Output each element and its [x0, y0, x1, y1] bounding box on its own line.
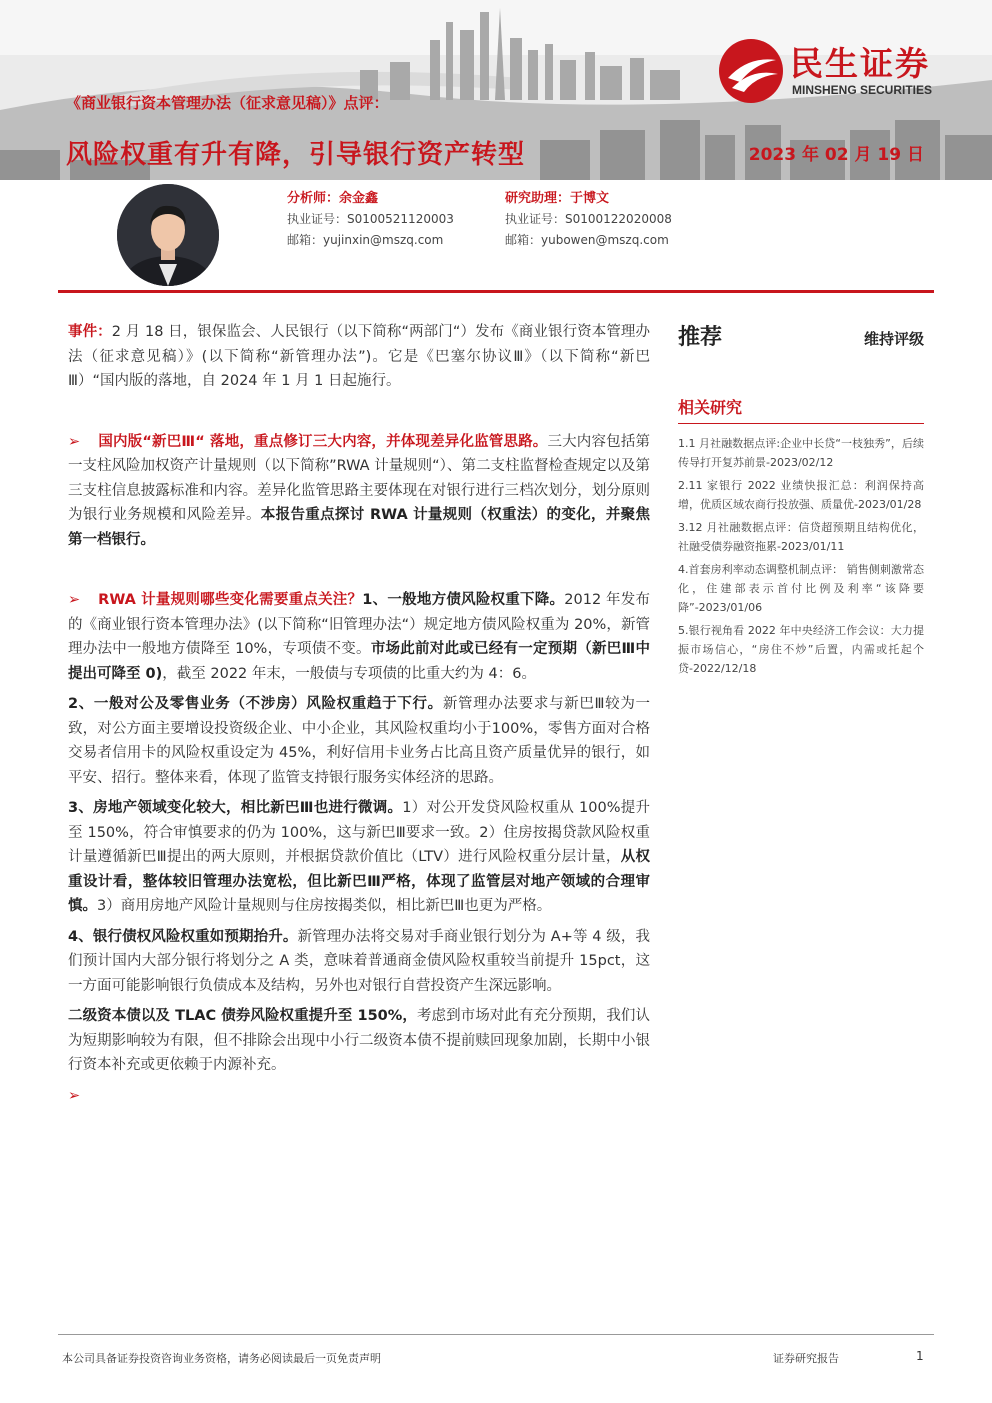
event-label: 事件： [68, 324, 112, 340]
related-research-title: 相关研究 [678, 398, 743, 417]
point-1 [68, 430, 650, 553]
point-2-heading: RWA 计量规则哪些变化需要重点关注？ [98, 592, 363, 608]
point-6 [68, 1004, 650, 1078]
point-2-text: 2012 年发布的《商业银行资本管理办法》(以下简称“旧管理办法“）规定地方债风险权重为 20%，新管理办法中一般地方债降至 10%，专项债不变。 [68, 592, 650, 657]
related-research-list [678, 434, 924, 678]
arrow-icon: ➢ [68, 592, 81, 608]
report-date: 2023 年 02 月 19 日 [748, 145, 924, 165]
related-research-item[interactable]: 3.12 月社融数据点评：信贷超预期且结构优化，社融受债券融资拖累-2023/01/11 [678, 521, 924, 553]
analyst-info [287, 188, 454, 251]
assistant-name: 研究助理：于博文 [505, 191, 610, 206]
point-6-heading: 二级资本债以及 TLAC 债券风险权重提升至 150%， [68, 1008, 417, 1024]
report-title: 风险权重有升有降，引导银行资产转型 [66, 140, 526, 170]
point-4-bold: 从权重设计看，整体较旧管理办法宽松，但比新巴Ⅲ严格，体现了监管层对地产领域的合理审慎。 [68, 849, 650, 914]
assistant-info [505, 188, 672, 251]
event-text: 2 月 18 日，银保监会、人民银行（以下简称“两部门“）发布《商业银行资本管理办法（征求意见稿）》(以下简称“新管理办法”)。它是《巴塞尔协议Ⅲ》（以下简称“新巴Ⅲ）“国内版的落地，自 2024 年 1 月 1 日起施行。 [68, 324, 650, 389]
point-3-heading: 2、一般对公及零售业务（不涉房）风险权重趋于下行。 [68, 696, 443, 712]
assistant-license: 执业证号：S0100122020008 [505, 212, 672, 226]
minsheng-logo-icon [718, 38, 784, 104]
point-4-text: 1）对公开发贷风险权重从 100%提升至 150%，符合审慎要求的仍为 100%，这与新巴Ⅲ要求一致。2）住房按揭贷款风险权重计量遵循新巴Ⅲ提出的两大原则，并根据贷款价值比（LTV）进行风险权重分层计量， [68, 800, 650, 865]
related-research-item[interactable]: 4.首套房利率动态调整机制点评： 销售侧刺激常态化，住建部表示首付比例及利率“该降要降”-2023/01/06 [678, 563, 924, 614]
point-3 [68, 692, 650, 790]
assistant-email[interactable]: 邮箱：yubowen@mszq.com [505, 233, 669, 247]
point-5 [68, 925, 650, 999]
related-research-divider [678, 423, 924, 424]
page-number: 1 [916, 1349, 924, 1363]
point-4-heading: 3、房地产领域变化较大，相比新巴Ⅲ也进行微调。 [68, 800, 403, 816]
header-divider [58, 290, 934, 293]
point-1-heading: 国内版“新巴Ⅲ“ 落地，重点修订三大内容，并体现差异化监管思路。 [98, 433, 548, 450]
related-research-item[interactable]: 5.银行视角看 2022 年中央经济工作会议：大力提振市场信心，“房住不炒”后置，内需或托起个贷-2022/12/18 [678, 624, 924, 675]
rating-status: 维持评级 [863, 330, 924, 348]
event-paragraph [68, 320, 650, 394]
footer-disclaimer: 本公司具备证券投资咨询业务资格，请务必阅读最后一页免责声明 [62, 1352, 381, 1365]
point-2-tail: ，截至 2022 年末，一般债与专项债的比重大约为 4：6。 [162, 665, 536, 682]
logo-text-cn: 民生证券 [790, 44, 930, 83]
related-research-item[interactable]: 2.11 家银行 2022 业绩快报汇总：利润保持高增，优质区域农商行投放强、质量优-2023/01/28 [678, 479, 924, 511]
report-body [68, 320, 650, 1108]
minsheng-logo [718, 36, 968, 106]
sidebar [678, 320, 924, 682]
point-5-heading: 4、银行债权风险权重如预期抬升。 [68, 928, 298, 945]
point-2-bold: 市场此前对此或已经有一定预期（新巴Ⅲ中提出可降至 0) [68, 641, 650, 682]
point-4-tail: 3）商用房地产风险计量规则与住房按揭类似，相比新巴Ⅲ也更为严格。 [97, 898, 552, 914]
footer-report-type: 证券研究报告 [773, 1352, 839, 1365]
point-6-text: 考虑到市场对此有充分预期，我们认为短期影响较为有限，但不排除会出现中小行二级资本债不提前赎回现象加剧，长期中小银行资本补充或更依赖于内源补充。 [68, 1008, 651, 1073]
point-3-text: 新管理办法要求与新巴Ⅲ较为一致，对公方面主要增设投资级企业、中小企业，其风险权重均小于100%，零售方面对合格交易者信用卡的风险权重设定为 45%，利好信用卡业务占比高且资产质量优异的银行，如平安、招行。整体来看，体现了监管支持银行服务实体经济的思路。 [68, 696, 651, 786]
point-4 [68, 796, 650, 919]
rating: 推荐 [678, 325, 723, 350]
footer-divider [58, 1334, 934, 1335]
analyst-email[interactable]: 邮箱：yujinxin@mszq.com [287, 233, 444, 247]
report-header [0, 0, 992, 180]
report-subtitle: 《商业银行资本管理办法（征求意见稿）》点评： [66, 94, 389, 112]
point-1-tail: 本报告重点探讨 RWA 计量规则（权重法）的变化，并聚焦第一档银行。 [68, 507, 651, 548]
point-2 [68, 588, 650, 686]
point-1-text: 三大内容包括第一支柱风险加权资产计量规则（以下简称”RWA 计量规则“）、第二支柱监督检查规定以及第三支柱信息披露标准和内容。差异化监管思路主要体现在对银行进行三档次划分，划分原则为银行业务规模和风险差异。 [68, 433, 650, 523]
arrow-icon: ➢ [68, 433, 81, 450]
point-5-text: 新管理办法将交易对手商业银行划分为 A+等 4 级，我们预计国内大部分银行将划分之 A 类，意味着普通商金债风险权重较当前提升 15pct，这一方面可能影响银行负债成本及结构，另外也对银行自营投资产生深远影响。 [68, 928, 651, 994]
analyst-name: 分析师：余金鑫 [287, 191, 379, 206]
arrow-icon: ➢ [68, 1087, 81, 1104]
point-2-subheading: 1、一般地方债风险权重下降。 [362, 592, 565, 608]
analyst-license: 执业证号：S0100521120003 [287, 212, 454, 226]
point-7 [68, 1084, 650, 1109]
analyst-avatar [117, 184, 219, 286]
related-research-item[interactable]: 1.1 月社融数据点评:企业中长贷“一枝独秀”，后续传导打开复苏前景-2023/02/12 [678, 437, 924, 469]
logo-text-en: MINSHENG SECURITIES [792, 83, 933, 97]
